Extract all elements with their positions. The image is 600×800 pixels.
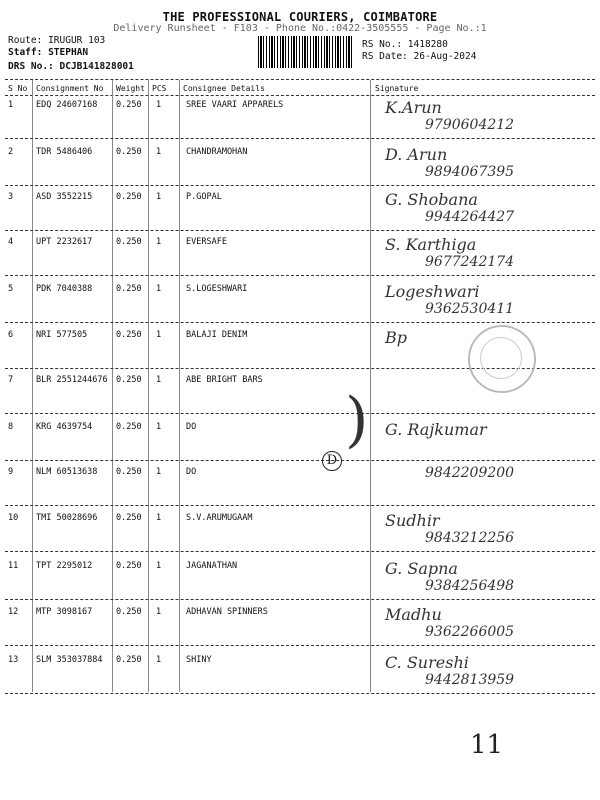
row-consignee: DO	[186, 467, 197, 477]
row-consignment-no: NLM 60513638	[36, 467, 98, 477]
rs-date-field	[362, 51, 476, 63]
signature-phone: 9677242174	[425, 254, 515, 270]
row-weight: 0.250	[116, 330, 142, 340]
row-consignment-no: KRG 4639754	[36, 422, 93, 432]
rs-no-field	[362, 39, 448, 51]
row-pcs: 1	[156, 375, 162, 385]
row-pcs: 1	[156, 237, 162, 247]
signature-name: D. Arun	[385, 145, 448, 164]
row-weight: 0.250	[116, 375, 142, 385]
route-value: IRUGUR 103	[48, 35, 106, 46]
drs-field	[8, 61, 134, 73]
col-divider	[112, 80, 113, 692]
row-pcs: 1	[156, 422, 162, 432]
row-weight: 0.250	[116, 284, 142, 294]
row-sno: 11	[8, 561, 19, 571]
signature-name: K.Arun	[385, 98, 442, 117]
col-divider	[148, 80, 149, 692]
row-consignee: DO	[186, 422, 197, 432]
signature-phone: 9384256498	[425, 578, 515, 594]
row-divider	[5, 599, 595, 600]
row-pcs: 1	[156, 100, 162, 110]
row-pcs: 1	[156, 607, 162, 617]
row-consignee: S.LOGESHWARI	[186, 284, 248, 294]
signature-phone: 9442813959	[425, 672, 515, 688]
row-signature	[385, 328, 425, 347]
row-consignee: SHINY	[186, 655, 212, 665]
signature-name: G. Shobana	[385, 190, 478, 209]
row-sno: 1	[8, 100, 14, 110]
row-weight: 0.250	[116, 655, 142, 665]
row-signature	[385, 282, 514, 317]
col-divider	[370, 80, 371, 692]
row-consignment-no: SLM 353037884	[36, 655, 103, 665]
row-signature	[385, 420, 487, 439]
col-pcs: PCS	[152, 84, 167, 93]
col-divider	[179, 80, 180, 692]
drs-label: DRS No.:	[8, 61, 54, 72]
row-signature	[385, 559, 514, 594]
row-weight: 0.250	[116, 561, 142, 571]
row-divider	[5, 322, 595, 323]
col-divider	[32, 80, 33, 692]
signature-name: C. Sureshi	[385, 653, 469, 672]
runsheet-subtitle: Delivery Runsheet - F103 - Phone No.:0422-3505555 - Page No.:1	[113, 23, 487, 34]
row-divider	[5, 460, 595, 461]
row-divider	[5, 645, 595, 646]
col-signature: Signature	[375, 84, 419, 93]
drs-value: DCJB141828001	[59, 61, 134, 72]
col-consignee: Consignee Details	[183, 84, 265, 93]
row-consignment-no: NRI 577505	[36, 330, 88, 340]
company-stamp	[468, 325, 536, 393]
row-weight: 0.250	[116, 100, 142, 110]
row-pcs: 1	[156, 284, 162, 294]
row-sno: 9	[8, 467, 14, 477]
row-divider	[5, 413, 595, 414]
header-bottom-rule	[5, 95, 595, 96]
row-sno: 3	[8, 192, 14, 202]
row-divider	[5, 505, 595, 506]
row-consignee: JAGANATHAN	[186, 561, 238, 571]
row-consignee: CHANDRAMOHAN	[186, 147, 248, 157]
row-consignment-no: MTP 3098167	[36, 607, 93, 617]
signature-name: G. Rajkumar	[385, 420, 487, 439]
row-signature	[385, 653, 514, 688]
signature-name: Madhu	[385, 605, 442, 624]
row-consignee: ABE BRIGHT BARS	[186, 375, 263, 385]
route-field	[8, 35, 105, 47]
header-top-rule	[5, 79, 595, 80]
row-sno: 7	[8, 375, 14, 385]
row-pcs: 1	[156, 655, 162, 665]
row-pcs: 1	[156, 147, 162, 157]
signature-phone: 9894067395	[425, 164, 515, 180]
company-title: THE PROFESSIONAL COURIERS, COIMBATORE	[162, 10, 438, 24]
staff-label: Staff:	[8, 47, 43, 58]
row-signature	[385, 190, 514, 225]
row-consignment-no: TMI 50028696	[36, 513, 98, 523]
row-weight: 0.250	[116, 607, 142, 617]
bracket-mark: )	[345, 385, 369, 455]
staff-field	[8, 47, 88, 59]
rs-no-label: RS No.:	[362, 39, 403, 50]
row-pcs: 1	[156, 513, 162, 523]
row-signature	[385, 511, 514, 546]
row-consignment-no: TDR 5486406	[36, 147, 93, 157]
row-sno: 13	[8, 655, 19, 665]
route-label: Route:	[8, 35, 43, 46]
signature-phone: 9843212256	[425, 530, 515, 546]
row-consignment-no: PDK 7040388	[36, 284, 93, 294]
row-divider	[5, 551, 595, 552]
circled-mark: D	[322, 451, 342, 471]
row-pcs: 1	[156, 561, 162, 571]
row-consignee: SREE VAARI APPARELS	[186, 100, 284, 110]
row-weight: 0.250	[116, 147, 142, 157]
row-consignment-no: TPT 2295012	[36, 561, 93, 571]
signature-phone: 9362266005	[425, 624, 515, 640]
row-weight: 0.250	[116, 467, 142, 477]
row-divider	[5, 230, 595, 231]
row-consignment-no: EDQ 24607168	[36, 100, 98, 110]
signature-name: G. Sapna	[385, 559, 458, 578]
signature-phone: 9944264427	[425, 209, 515, 225]
row-weight: 0.250	[116, 422, 142, 432]
row-divider	[5, 275, 595, 276]
row-divider	[5, 693, 595, 694]
row-sno: 5	[8, 284, 14, 294]
row-sno: 10	[8, 513, 19, 523]
row-weight: 0.250	[116, 192, 142, 202]
row-sno: 2	[8, 147, 14, 157]
col-consignment: Consignment No	[36, 84, 104, 93]
row-signature	[385, 98, 514, 133]
row-consignee: BALAJI DENIM	[186, 330, 248, 340]
row-signature	[385, 605, 514, 640]
row-divider	[5, 185, 595, 186]
signature-name: S. Karthiga	[385, 235, 477, 254]
col-weight: Weight	[116, 84, 145, 93]
signature-name: Sudhir	[385, 511, 440, 530]
row-consignment-no: ASD 3552215	[36, 192, 93, 202]
signature-name: Bp	[385, 328, 407, 347]
row-signature	[385, 235, 514, 270]
row-consignment-no: UPT 2232617	[36, 237, 93, 247]
rs-date-value: 26-Aug-2024	[413, 51, 477, 62]
row-divider	[5, 138, 595, 139]
rs-date-label: RS Date:	[362, 51, 408, 62]
handwritten-page-mark: 11	[470, 730, 504, 760]
row-sno: 12	[8, 607, 19, 617]
row-sno: 8	[8, 422, 14, 432]
row-consignee: EVERSAFE	[186, 237, 227, 247]
row-pcs: 1	[156, 330, 162, 340]
signature-phone: 9790604212	[425, 117, 515, 133]
row-pcs: 1	[156, 467, 162, 477]
row-consignee: S.V.ARUMUGAAM	[186, 513, 253, 523]
row-signature	[385, 145, 514, 180]
row-sno: 4	[8, 237, 14, 247]
row-weight: 0.250	[116, 513, 142, 523]
row-weight: 0.250	[116, 237, 142, 247]
row-consignment-no: BLR 2551244676	[36, 375, 108, 385]
barcode-image	[258, 36, 354, 68]
rs-no-value: 1418280	[407, 39, 448, 50]
row-signature	[385, 465, 514, 481]
row-consignee: P.GOPAL	[186, 192, 222, 202]
signature-name: Logeshwari	[385, 282, 480, 301]
row-sno: 6	[8, 330, 14, 340]
col-sno: S No	[8, 84, 28, 93]
row-pcs: 1	[156, 192, 162, 202]
signature-phone: 9842209200	[425, 465, 515, 481]
staff-value: STEPHAN	[48, 47, 89, 58]
signature-phone: 9362530411	[425, 301, 515, 317]
row-consignee: ADHAVAN SPINNERS	[186, 607, 268, 617]
